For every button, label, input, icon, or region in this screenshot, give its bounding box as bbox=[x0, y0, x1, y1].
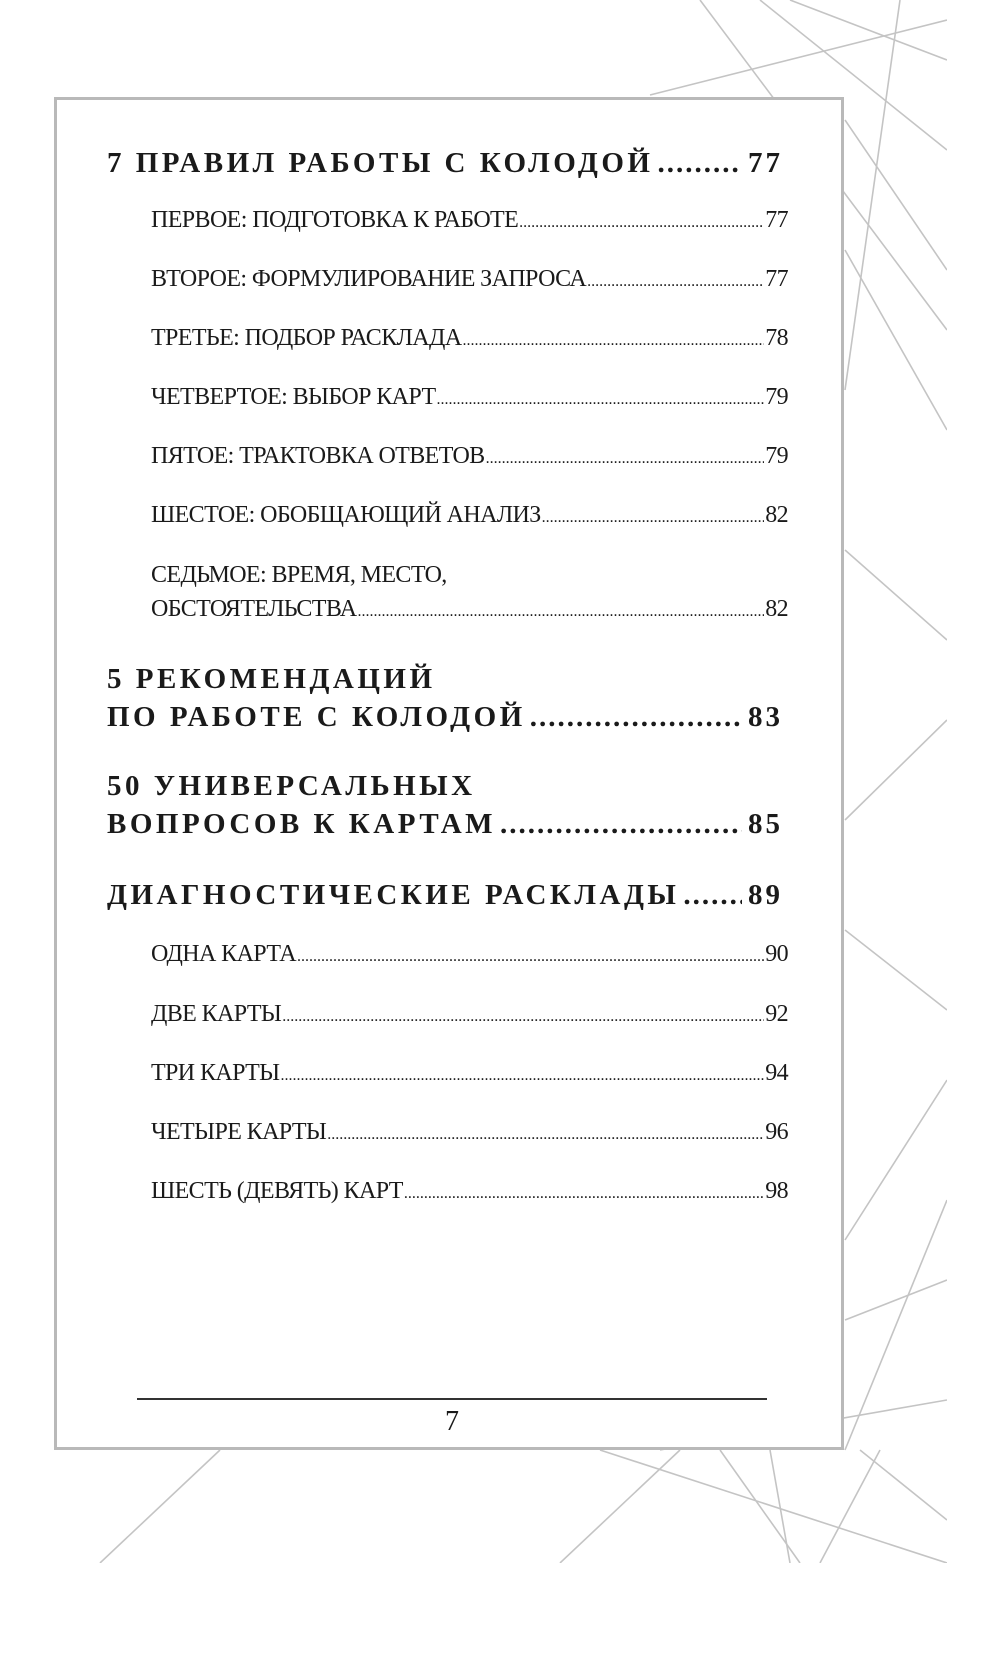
page-number: 7 bbox=[445, 1406, 459, 1437]
toc-item-title: ВТОРОЕ: ФОРМУЛИРОВАНИЕ ЗАПРОСА bbox=[151, 266, 587, 292]
toc-page-number: 83 bbox=[748, 701, 783, 733]
toc-item-title: ОДНА КАРТА bbox=[151, 941, 296, 967]
toc-item-title: ШЕСТОЕ: ОБОБЩАЮЩИЙ АНАЛИЗ bbox=[151, 502, 541, 528]
book-page bbox=[54, 97, 844, 1450]
toc-heading-title: ДИАГНОСТИЧЕСКИЕ РАСКЛАДЫ bbox=[107, 879, 680, 911]
toc-item bbox=[151, 203, 788, 240]
dot-leader bbox=[519, 206, 764, 240]
dot-leader bbox=[437, 383, 765, 417]
toc-heading-line2: ВОПРОСОВ К КАРТАМ bbox=[107, 808, 497, 840]
toc-item-page: 78 bbox=[765, 325, 788, 351]
toc-item-page: 98 bbox=[765, 1178, 788, 1204]
dot-leader bbox=[486, 442, 765, 476]
toc-item bbox=[151, 321, 788, 358]
toc-page-number: 89 bbox=[748, 879, 783, 911]
dot-leader bbox=[657, 144, 742, 182]
toc-item-page: 82 bbox=[765, 502, 788, 528]
dot-leader bbox=[500, 805, 742, 843]
dot-leader bbox=[587, 265, 764, 299]
toc-heading-line1: 5 РЕКОМЕНДАЦИЙ bbox=[107, 663, 436, 695]
toc-item-title-line2: ОБСТОЯТЕЛЬСТВА bbox=[151, 596, 357, 622]
toc-item-page: 92 bbox=[765, 1001, 788, 1027]
toc-item-page: 96 bbox=[765, 1119, 788, 1145]
dot-leader bbox=[327, 1118, 764, 1152]
footer-divider bbox=[137, 1398, 767, 1400]
toc-page-number: 85 bbox=[748, 808, 783, 840]
toc-item-page: 77 bbox=[765, 266, 788, 292]
toc-item bbox=[151, 439, 788, 476]
dot-leader bbox=[463, 324, 765, 358]
toc-item-title: ТРЕТЬЕ: ПОДБОР РАСКЛАДА bbox=[151, 325, 462, 351]
dot-leader bbox=[297, 940, 764, 974]
toc-heading-recommendations bbox=[107, 660, 783, 736]
toc-item bbox=[151, 380, 788, 417]
toc-item-title: ТРИ КАРТЫ bbox=[151, 1060, 280, 1086]
toc-item bbox=[151, 1056, 788, 1093]
toc-item-page: 79 bbox=[765, 443, 788, 469]
dot-leader bbox=[542, 501, 765, 535]
dot-leader bbox=[683, 876, 742, 914]
toc-heading-diagnostic-spreads bbox=[107, 876, 783, 914]
toc-heading-questions bbox=[107, 767, 783, 843]
toc-item-page: 79 bbox=[765, 384, 788, 410]
toc-item-page: 82 bbox=[765, 596, 788, 622]
toc-item-page: 94 bbox=[765, 1060, 788, 1086]
toc-item-page: 90 bbox=[765, 941, 788, 967]
toc-item bbox=[151, 1174, 788, 1211]
toc-heading-line1: 50 УНИВЕРСАЛЬНЫХ bbox=[107, 770, 476, 802]
toc-item-title: ДВЕ КАРТЫ bbox=[151, 1001, 282, 1027]
toc-item bbox=[151, 997, 788, 1034]
toc-item bbox=[151, 937, 788, 974]
toc-heading-rules bbox=[107, 144, 783, 182]
toc-heading-line2: ПО РАБОТЕ С КОЛОДОЙ bbox=[107, 701, 526, 733]
dot-leader bbox=[282, 1000, 764, 1034]
toc-heading-title: 7 ПРАВИЛ РАБОТЫ С КОЛОДОЙ bbox=[107, 147, 654, 179]
toc-item bbox=[151, 498, 788, 535]
toc-item-page: 77 bbox=[765, 207, 788, 233]
toc-item-title: ЧЕТЫРЕ КАРТЫ bbox=[151, 1119, 327, 1145]
toc-item-title: ПЯТОЕ: ТРАКТОВКА ОТВЕТОВ bbox=[151, 443, 485, 469]
dot-leader bbox=[281, 1059, 765, 1093]
toc-item-title: ПЕРВОЕ: ПОДГОТОВКА К РАБОТЕ bbox=[151, 207, 519, 233]
toc-item-title-line1: СЕДЬМОЕ: ВРЕМЯ, МЕСТО, bbox=[151, 562, 447, 588]
toc-item bbox=[151, 1115, 788, 1152]
toc-item-title: ШЕСТЬ (ДЕВЯТЬ) КАРТ bbox=[151, 1178, 403, 1204]
toc-page-number: 77 bbox=[748, 147, 783, 179]
dot-leader bbox=[404, 1177, 764, 1211]
toc-item-title: ЧЕТВЕРТОЕ: ВЫБОР КАРТ bbox=[151, 384, 436, 410]
toc-item bbox=[151, 262, 788, 299]
dot-leader bbox=[530, 698, 742, 736]
toc-item bbox=[151, 558, 788, 629]
dot-leader bbox=[357, 595, 764, 629]
